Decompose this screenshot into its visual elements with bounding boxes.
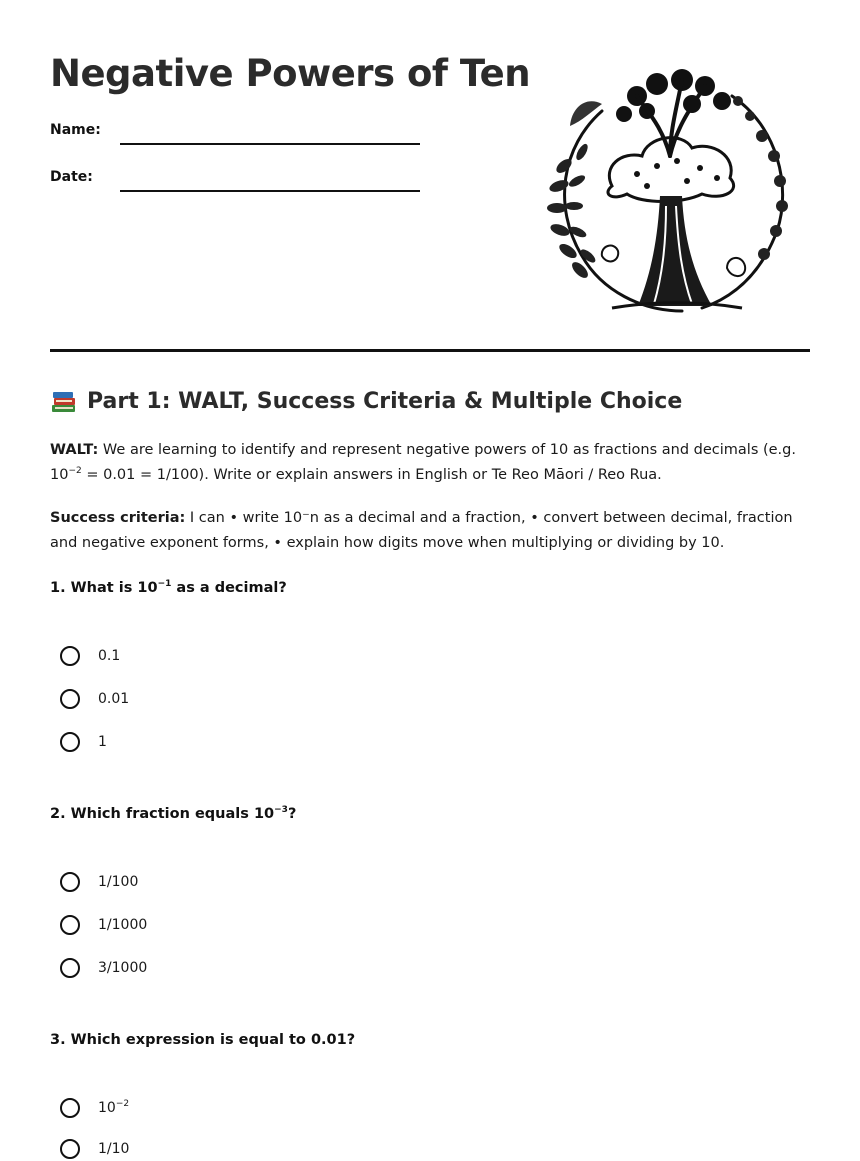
question-1-text: 1. What is 10 [50, 580, 158, 596]
books-icon [50, 390, 77, 414]
name-line[interactable] [120, 143, 420, 145]
walt-text-a: We are learning to identify and represent negative powers of 10 as fractions and decimals (e.g. 10 [50, 442, 796, 483]
radio-button[interactable] [60, 1098, 80, 1118]
part1-heading-text: Part 1: WALT, Success Criteria & Multiple Choice [87, 389, 683, 414]
q2-option-1[interactable] [60, 870, 138, 894]
part1-heading [50, 389, 682, 414]
option-label: 3/1000 [98, 960, 148, 976]
tree-illustration [542, 56, 798, 318]
radio-button[interactable] [60, 915, 80, 935]
question-2-text-end: ? [287, 806, 297, 822]
option-label: 1 [98, 734, 107, 750]
question-2 [50, 806, 296, 822]
radio-button[interactable] [60, 732, 80, 752]
option-label: 0.1 [98, 648, 121, 664]
question-1 [50, 580, 287, 596]
question-1-exponent: −1 [157, 579, 172, 589]
walt-text-b: = 0.01 = 1/100). Write or explain answers in English or Te Reo Māori / Reo Rua. [81, 467, 662, 483]
option-label: 1/10 [98, 1141, 130, 1157]
date-label: Date: [50, 169, 93, 185]
q2-option-3[interactable] [60, 956, 147, 980]
question-2-exponent: −3 [274, 805, 288, 815]
walt-label: WALT: [50, 442, 99, 458]
option-label: 0.01 [98, 691, 130, 707]
date-line[interactable] [120, 190, 420, 192]
name-label: Name: [50, 122, 101, 138]
question-2-text: 2. Which fraction equals 10 [50, 806, 275, 822]
radio-button[interactable] [60, 958, 80, 978]
walt-paragraph [50, 438, 810, 488]
option-base: 10 [98, 1100, 116, 1116]
page-title: Negative Powers of Ten [50, 52, 531, 95]
radio-button[interactable] [60, 1139, 80, 1159]
option-label [98, 1100, 129, 1116]
question-1-text-end: as a decimal? [171, 580, 287, 596]
q3-option-2[interactable] [60, 1137, 129, 1161]
radio-button[interactable] [60, 872, 80, 892]
option-exponent: −2 [115, 1099, 130, 1109]
question-3 [50, 1032, 355, 1048]
success-criteria-paragraph [50, 506, 810, 556]
radio-button[interactable] [60, 646, 80, 666]
question-3-text: 3. Which expression is equal to 0.01? [50, 1032, 356, 1048]
option-label: 1/1000 [98, 917, 148, 933]
success-label: Success criteria: [50, 510, 186, 526]
q1-option-3[interactable] [60, 730, 107, 754]
walt-exponent: −2 [68, 466, 82, 476]
q3-option-1[interactable] [60, 1096, 129, 1120]
radio-button[interactable] [60, 689, 80, 709]
header-divider [50, 349, 810, 352]
q1-option-2[interactable] [60, 687, 129, 711]
q1-option-1[interactable] [60, 644, 120, 668]
option-label: 1/100 [98, 874, 139, 890]
q2-option-2[interactable] [60, 913, 147, 937]
success-text: I can • write 10⁻n as a decimal and a fraction, • convert between decimal, fraction and negative exponent forms, • explain how digits move when multiplying or dividing by 10. [50, 510, 793, 551]
